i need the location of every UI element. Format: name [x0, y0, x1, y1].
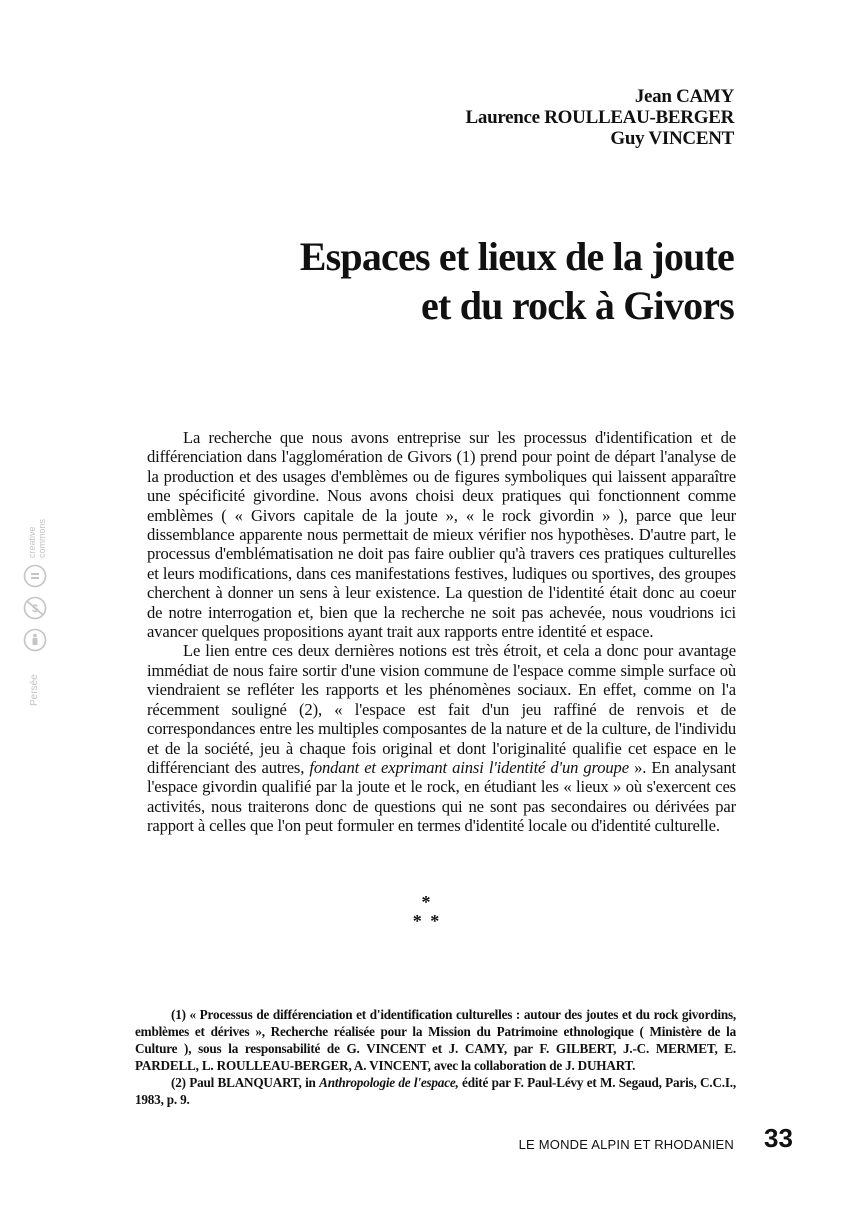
persee-logo: Persée — [29, 674, 40, 706]
section-separator-top: * — [421, 892, 431, 912]
footnote-italic: Anthropologie de l'espace, — [319, 1075, 459, 1090]
svg-text:$: $ — [31, 603, 39, 615]
footnote-text: (2) Paul BLANQUART, in — [171, 1075, 320, 1090]
article-body — [147, 428, 736, 836]
author-name: Laurence ROULLEAU-BERGER — [465, 107, 734, 128]
footnote — [135, 1074, 736, 1108]
attribution-icon — [23, 628, 47, 657]
footnote: (1) « Processus de différenciation et d'identification culturelles : autour des joutes et du rock givordins, emblèmes et dérives », Recherche réalisée pour la Mission du Patrimoine ethnologique ( Ministère de la Culture ), sous la responsabilité de G. VINCENT et J. CAMY, par F. GILBERT, J.-C. MERMET, E. PARDELL, L. ROULLEAU-BERGER, A. VINCENT, avec la collaboration de J. DUHART. — [135, 1007, 736, 1073]
license-text: creative — [27, 526, 37, 558]
author-block — [466, 86, 735, 149]
article-title — [300, 232, 734, 330]
author-name: Guy VINCENT — [610, 128, 734, 149]
paragraph: La recherche que nous avons entreprise sur les processus d'identification et de différenciation dans l'agglomération de Givors (1) prend pour point de départ l'analyse de la production et des usages d'emblèmes ou de figures symboliques qui laissent apparaître une spécificité givordine. Nous avons choisi deux pratiques qui fonctionnent comme emblèmes ( « Givors capitale de la joute », « le rock givordin » ), parce que leur dissemblance apparente nous permettait de mieux vérifier nos hypothèses. D'autre part, le processus d'emblématisation ne doit pas faire oublier qu'à travers ces pratiques culturelles et leurs modifications, dans ces manifestations festives, ludiques ou sportives, des groupes cherchent à donner un sens à leur existence. La question de l'identité était donc au coeur de notre interrogation et, bien que la recherche ne soit pas achevée, nous voudrions ici avancer quelques propositions ayant trait aux rapports entre identité et espace. — [147, 428, 736, 642]
noderivs-icon — [23, 564, 47, 593]
license-text: commons — [37, 518, 47, 558]
title-line: et du rock à Givors — [421, 283, 734, 328]
footnote-text: édité par F. Paul-Lévy et M. Segaud, Paris, C.C.I., 1983, p. 9. — [135, 1075, 736, 1107]
noncommercial-icon — [23, 596, 47, 625]
license-watermark — [14, 520, 58, 710]
section-separator-bottom: * * — [412, 911, 440, 931]
paragraph-text: Le lien entre ces deux dernières notions est très étroit, et cela a donc pour avantage immédiat de nous faire sortir d'une vision commune de l'espace comme simple surface où viendraient se refléter les rapports et les phénomènes sociaux. En effet, comme on l'a récemment souligné (2), « l'espace est fait d'un jeu raffiné de renvois et de correspondances entre les multiples composantes de la nature et de la culture, de l'individu et de la société, jeu à chaque fois original et dont l'originalité qualifie cet espace en le différenciant des autres, — [147, 641, 736, 777]
italic-quote: fondant et exprimant ainsi l'identité d'un groupe — [304, 757, 629, 777]
title-line: Espaces et lieux de la joute — [299, 234, 734, 279]
footnotes — [135, 1006, 736, 1108]
journal-name: LE MONDE ALPIN ET RHODANIEN — [518, 1137, 734, 1152]
author-name: Jean CAMY — [634, 86, 734, 107]
paragraph-text: ». En analysant l'espace givordin qualifié par la joute et le rock, en étudiant les « lieux » où s'exercent ces activités, nous traiterons donc de questions qui ne sont pas secondaires ou dérivées par rapport à celles que l'on peut formuler en termes d'identité locale ou d'identité culturelle. — [147, 757, 736, 836]
paragraph — [147, 641, 736, 835]
page-number: 33 — [764, 1123, 793, 1153]
